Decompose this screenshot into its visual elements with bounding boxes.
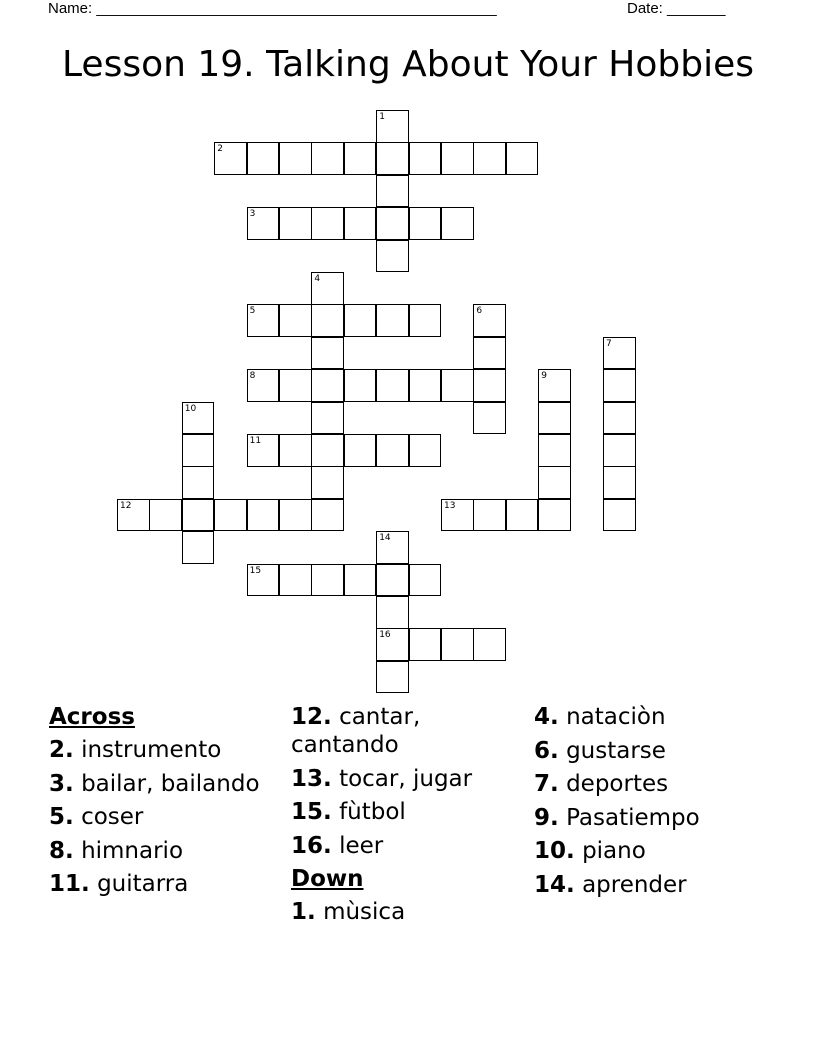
crossword-cell — [538, 402, 571, 435]
clue-number: 4. — [534, 704, 559, 730]
clue-across-13 — [291, 765, 521, 793]
clue-column-3 — [534, 703, 774, 904]
clue-down-7 — [534, 770, 774, 798]
crossword-cell — [409, 434, 442, 467]
crossword-cell — [441, 369, 474, 402]
clue-number: 6. — [534, 737, 559, 764]
crossword-cell — [182, 499, 215, 532]
clue-text: coser — [81, 804, 144, 830]
crossword-cell — [311, 142, 344, 175]
clue-text: mùsica — [323, 899, 406, 925]
clue-number: 9. — [534, 804, 559, 831]
clue-column-1 — [49, 703, 279, 904]
crossword-cell — [376, 531, 409, 564]
crossword-cell — [506, 142, 539, 175]
crossword-cell — [311, 402, 344, 435]
cell-number: 8 — [249, 371, 256, 382]
crossword-cell — [344, 564, 377, 597]
crossword-cell — [247, 434, 280, 467]
crossword-cell — [279, 369, 312, 402]
date-field-label: Date: _______ — [627, 0, 726, 17]
cell-number: 13 — [444, 500, 456, 511]
clue-across-3 — [49, 770, 279, 798]
clue-across-15 — [291, 798, 521, 826]
clue-text: cantar, cantando — [291, 704, 421, 758]
clue-number: 10. — [534, 838, 575, 864]
crossword-cell — [311, 369, 344, 402]
cell-number: 2 — [217, 144, 223, 155]
crossword-cell — [311, 499, 344, 532]
crossword-cell — [279, 564, 312, 597]
crossword-cell — [214, 142, 247, 175]
cell-number: 11 — [249, 436, 262, 446]
crossword-cell — [441, 207, 474, 240]
crossword-cell — [311, 207, 344, 240]
clue-number: 15. — [291, 799, 332, 825]
cell-number: 7 — [606, 338, 612, 349]
clue-across-8 — [49, 837, 279, 865]
crossword-cell — [538, 466, 571, 499]
cell-number: 16 — [379, 630, 391, 641]
crossword-cell — [473, 142, 506, 175]
clue-text: aprender — [582, 871, 687, 898]
crossword-cell — [344, 207, 377, 240]
crossword-cell — [376, 110, 409, 143]
clue-column-2 — [291, 703, 521, 932]
crossword-cell — [409, 369, 442, 402]
crossword-cell — [376, 240, 409, 273]
clue-across-2 — [49, 736, 279, 764]
crossword-cell — [538, 499, 571, 532]
clue-text: instrumento — [81, 737, 222, 763]
cell-number: 9 — [541, 371, 547, 382]
clue-number: 12. — [291, 704, 332, 730]
cell-number: 6 — [476, 306, 483, 317]
clue-text: himnario — [81, 837, 184, 864]
crossword-cell — [376, 596, 409, 629]
cell-number: 1 — [379, 112, 385, 122]
crossword-cell — [344, 142, 377, 175]
crossword-cell — [506, 499, 539, 532]
crossword-cell — [247, 207, 280, 240]
crossword-cell — [473, 499, 506, 532]
crossword-cell — [247, 369, 280, 402]
clue-across-5 — [49, 803, 279, 831]
down-heading: Down — [291, 866, 364, 892]
crossword-cell — [376, 207, 409, 240]
crossword-cell — [117, 499, 150, 532]
crossword-cell — [344, 369, 377, 402]
clue-text: bailar, bailando — [81, 770, 260, 797]
crossword-cell — [279, 304, 312, 337]
clue-text: leer — [339, 832, 384, 859]
crossword-cell — [247, 142, 280, 175]
crossword-cell — [311, 564, 344, 597]
crossword-cell — [279, 499, 312, 532]
crossword-cell — [247, 499, 280, 532]
clue-number: 16. — [291, 832, 332, 859]
cell-number: 14 — [379, 533, 391, 544]
crossword-cell — [311, 466, 344, 499]
crossword-cell — [376, 628, 409, 661]
cell-number: 12 — [120, 500, 132, 511]
crossword-cell — [376, 434, 409, 467]
clue-number: 11. — [49, 871, 90, 897]
crossword-cell — [409, 304, 442, 337]
clue-down-6 — [534, 737, 774, 765]
crossword-cell — [279, 207, 312, 240]
cell-number: 15 — [249, 565, 262, 576]
crossword-cell — [409, 564, 442, 597]
crossword-cell — [182, 531, 215, 564]
crossword-cell — [473, 369, 506, 402]
clue-number: 8. — [49, 837, 74, 864]
clue-number: 1. — [291, 899, 316, 925]
clue-number: 7. — [534, 771, 559, 797]
cell-number: 10 — [184, 403, 197, 414]
crossword-cell — [409, 207, 442, 240]
clue-number: 5. — [49, 804, 74, 830]
clue-across-16 — [291, 832, 521, 860]
crossword-cell — [409, 142, 442, 175]
clue-text: gustarse — [566, 737, 666, 764]
crossword-cell — [311, 304, 344, 337]
crossword-cell — [538, 369, 571, 402]
crossword-cell — [279, 142, 312, 175]
crossword-cell — [538, 434, 571, 467]
cell-number: 3 — [249, 209, 256, 220]
name-field-label: Name: ________________________________________________ — [48, 0, 497, 17]
crossword-cell — [344, 304, 377, 337]
clue-down-4 — [534, 703, 774, 731]
crossword-cell — [311, 434, 344, 467]
crossword-cell — [149, 499, 182, 532]
clue-text: Pasatiempo — [566, 804, 700, 831]
clue-across-11 — [49, 870, 279, 898]
crossword-cell — [247, 564, 280, 597]
crossword-cell — [376, 661, 409, 694]
crossword-cell — [279, 434, 312, 467]
clue-text: fùtbol — [339, 799, 406, 825]
crossword-cell — [603, 402, 636, 435]
clue-number: 14. — [534, 871, 575, 898]
clue-across-12 — [291, 703, 521, 759]
crossword-cell — [441, 499, 474, 532]
crossword-cell — [344, 434, 377, 467]
crossword-cell — [311, 272, 344, 305]
clue-down-1 — [291, 898, 521, 926]
crossword-cell — [441, 628, 474, 661]
clue-text: guitarra — [97, 871, 189, 897]
clue-down-14 — [534, 871, 774, 899]
crossword-cell — [376, 142, 409, 175]
crossword-cell — [376, 564, 409, 597]
clue-down-10 — [534, 837, 774, 865]
crossword-cell — [473, 402, 506, 435]
crossword-cell — [603, 466, 636, 499]
crossword-cell — [603, 434, 636, 467]
crossword-cell — [182, 466, 215, 499]
crossword-cell — [603, 499, 636, 532]
crossword-cell — [409, 628, 442, 661]
clue-text: piano — [582, 838, 646, 864]
worksheet-title: Lesson 19. Talking About Your Hobbies — [62, 44, 754, 85]
crossword-cell — [182, 402, 215, 435]
clue-number: 3. — [49, 770, 74, 797]
across-heading: Across — [49, 704, 135, 730]
crossword-cell — [311, 337, 344, 370]
crossword-cell — [473, 337, 506, 370]
cell-number: 5 — [249, 306, 256, 317]
crossword-cell — [376, 369, 409, 402]
crossword-cell — [182, 434, 215, 467]
crossword-cell — [247, 304, 280, 337]
clue-down-9 — [534, 804, 774, 832]
clue-text: nataciòn — [566, 704, 666, 730]
clue-number: 2. — [49, 737, 74, 763]
crossword-cell — [376, 175, 409, 208]
crossword-cell — [603, 369, 636, 402]
crossword-cell — [214, 499, 247, 532]
crossword-cell — [473, 628, 506, 661]
clue-number: 13. — [291, 765, 332, 792]
clue-text: tocar, jugar — [339, 765, 473, 792]
crossword-cell — [441, 142, 474, 175]
crossword-cell — [473, 304, 506, 337]
crossword-cell — [376, 304, 409, 337]
clue-text: deportes — [566, 771, 669, 797]
crossword-cell — [603, 337, 636, 370]
cell-number: 4 — [314, 274, 321, 284]
